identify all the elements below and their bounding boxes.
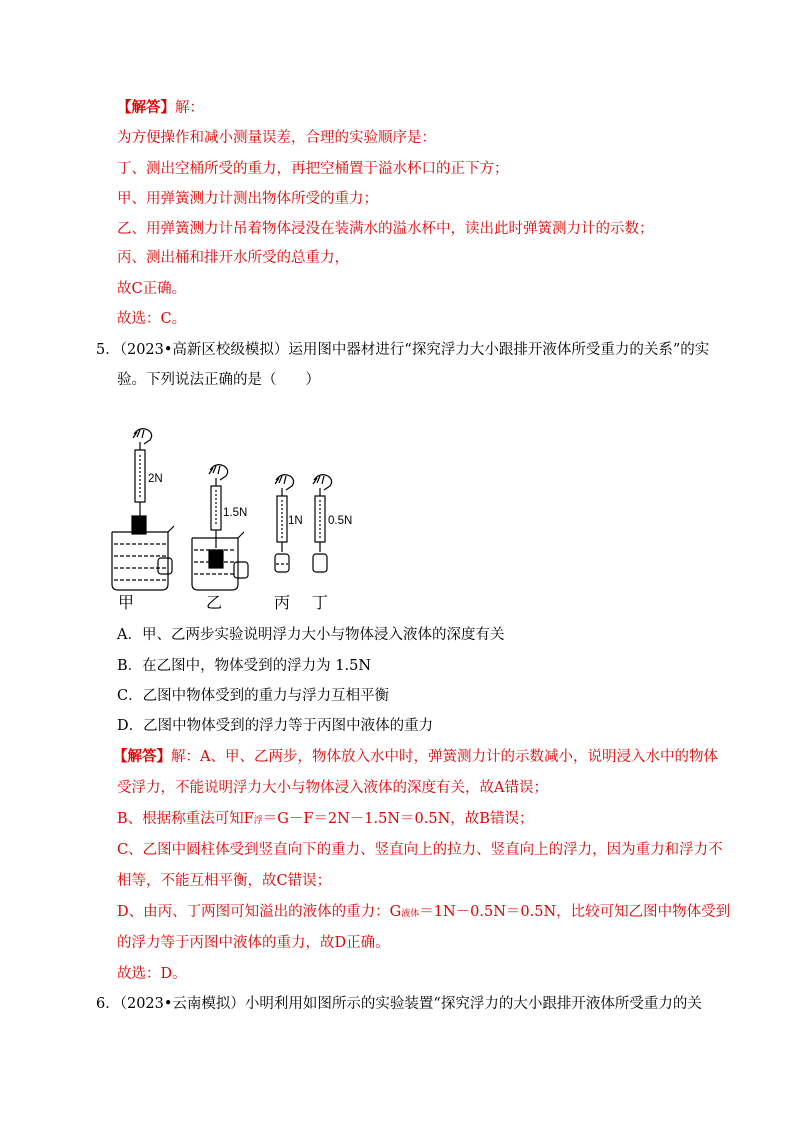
spring-scale-illustration xyxy=(104,420,364,610)
answer5-line: 相等，不能互相平衡，故C错误； xyxy=(117,873,332,889)
answer5-line xyxy=(113,747,718,767)
question5-stem-cont: 验。下列说法正确的是（ ） xyxy=(117,372,320,388)
question5-stem: 5．（2023•高新区校级模拟）运用图中器材进行“探究浮力大小跟排开液体所受重力的关系”的实 xyxy=(96,342,710,358)
figure-caption-bing: 丙 xyxy=(274,593,291,612)
scale-reading-bing: 1N xyxy=(288,515,303,527)
answer5-text: ＝1N－0.5N＝0.5N，比较可知乙图中物体受到 xyxy=(419,904,731,920)
answer5-text: D、由丙、丁两图可知溢出的液体的重力：G xyxy=(117,904,402,920)
answer4-line: 丁、测出空桶所受的重力，再把空桶置于溢水杯口的正下方； xyxy=(117,161,509,177)
answer5-text: 解：A、甲、乙两步，物体放入水中时，弹簧测力计的示数减小，说明浸入水中的物体 xyxy=(171,749,718,765)
experiment-figure xyxy=(104,420,364,610)
answer5-line: 故选：D。 xyxy=(117,966,187,982)
answer5-line: 的浮力等于丙图中液体的重力，故D正确。 xyxy=(117,935,390,951)
answer4-line: 乙、用弹簧测力计吊着物体浸没在装满水的溢水杯中，读出此时弹簧测力计的示数； xyxy=(117,221,654,237)
answer5-line xyxy=(117,809,533,831)
answer5-text: B、根据称重法可知F xyxy=(117,811,254,827)
answer-label: 【解答】 xyxy=(117,99,175,116)
option-d: D．乙图中物体受到的浮力等于丙图中液体的重力 xyxy=(117,718,434,734)
question6-stem: 6．（2023•云南模拟）小明利用如图所示的实验装置“探究浮力的大小跟排开液体所受重力的关 xyxy=(96,996,702,1012)
figure-caption-yi: 乙 xyxy=(206,593,223,612)
answer-label-tail: 解： xyxy=(175,100,204,116)
answer4-line: 故选：C。 xyxy=(117,311,187,327)
option-c: C．乙图中物体受到的重力与浮力互相平衡 xyxy=(117,688,390,704)
answer4-line: 为方便操作和减小测量误差，合理的实验顺序是： xyxy=(117,130,436,146)
figure-caption-jia: 甲 xyxy=(118,593,135,612)
option-a: A．甲、乙两步实验说明浮力大小与物体浸入液体的深度有关 xyxy=(117,627,505,643)
answer4-line: 故C正确。 xyxy=(117,281,187,297)
scale-reading-yi: 1.5N xyxy=(223,507,248,519)
answer4-line: 丙、测出桶和排开水所受的总重力， xyxy=(117,250,349,266)
figure-caption-ding: 丁 xyxy=(312,593,329,612)
scale-reading-jia: 2N xyxy=(148,473,163,485)
option-b: B．在乙图中，物体受到的浮力为 1.5N xyxy=(117,658,372,674)
subscript: 液体 xyxy=(401,909,420,919)
answer-label: 【解答】 xyxy=(113,748,171,765)
answer5-text: ＝G－F＝2N－1.5N＝0.5N，故B错误； xyxy=(262,811,534,827)
answer5-line xyxy=(117,902,730,924)
scale-reading-ding: 0.5N xyxy=(328,515,353,527)
answer4-line: 甲、用弹簧测力计测出物体所受的重力； xyxy=(117,191,378,207)
answer4-header xyxy=(117,98,204,118)
answer5-line: C、乙图中圆柱体受到竖直向下的重力、竖直向上的拉力、竖直向上的浮力，因为重力和浮力不 xyxy=(117,842,723,858)
subscript: 浮 xyxy=(253,816,263,826)
answer5-line: 受浮力，不能说明浮力大小与物体浸入液体的深度有关，故A错误； xyxy=(117,780,548,796)
